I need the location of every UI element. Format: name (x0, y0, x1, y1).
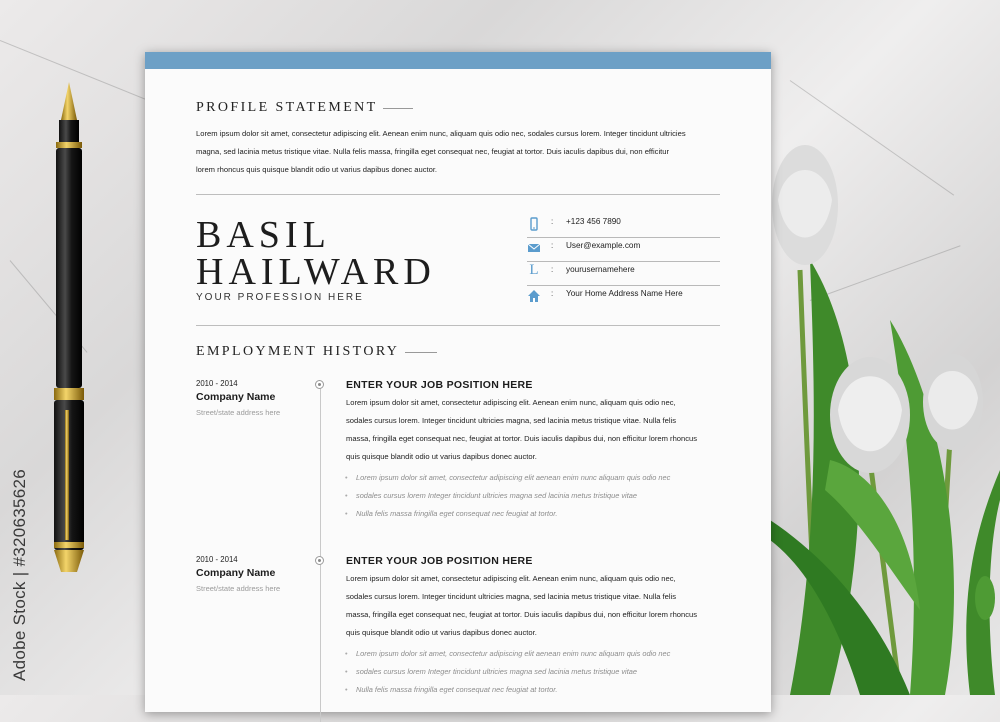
job-line: quis quisque blandit odio ut varius dapibus donec auctor. (346, 628, 537, 637)
divider (196, 325, 720, 326)
email-value: User@example.com (566, 241, 641, 250)
timeline-dot (315, 380, 324, 389)
address-value: Your Home Address Name Here (566, 289, 683, 298)
mail-icon (527, 241, 541, 255)
job-bullet: • sodales cursus lorem Integer tincidunt ultricies magna sed lacinia metus tristique vitae (356, 667, 637, 676)
timeline-line (320, 382, 321, 722)
job-line: Lorem ipsum dolor sit amet, consectetur adipiscing elit. Aenean enim nunc, aliquam quis odio nec, (346, 574, 676, 583)
profile-heading-line (383, 108, 413, 109)
contact-colon: : (551, 289, 554, 298)
profile-text (196, 125, 776, 179)
stock-watermark (0, 455, 40, 695)
contact-linkedin (527, 261, 720, 286)
contact-address (527, 285, 720, 309)
phone-value: +123 456 7890 (566, 217, 621, 226)
contact-phone (527, 213, 720, 238)
home-icon (527, 289, 541, 303)
divider (196, 194, 720, 195)
job-description (346, 394, 726, 466)
timeline-dot (315, 556, 324, 565)
first-name: BASIL (196, 214, 331, 256)
contact-colon: : (551, 217, 554, 226)
job-bullet: • Lorem ipsum dolor sit amet, consectetur adipiscing elit aenean enim nunc aliquam quis odio nec (356, 473, 670, 482)
contact-email (527, 237, 720, 262)
linkedin-icon: L (529, 262, 539, 278)
contact-colon: : (551, 265, 554, 274)
job-bullet: • Lorem ipsum dolor sit amet, consectetur adipiscing elit aenean enim nunc aliquam quis odio nec (356, 649, 670, 658)
company-name: Company Name (196, 567, 276, 579)
job-title: ENTER YOUR JOB POSITION HERE (346, 379, 533, 391)
accent-band (145, 52, 771, 69)
job-line: sodales cursus lorem. Integer tincidunt ultricies magna, sed lacinia metus tristique vitae. Nulla felis (346, 592, 677, 601)
company-address: Street/state address here (196, 408, 281, 417)
linkedin-value: yourusernamehere (566, 265, 635, 274)
job-description (346, 570, 726, 642)
job-line: Lorem ipsum dolor sit amet, consectetur adipiscing elit. Aenean enim nunc, aliquam quis odio nec, (346, 398, 676, 407)
profession: YOUR PROFESSION HERE (196, 292, 364, 303)
last-name: HAILWARD (196, 251, 436, 293)
tulips-image (770, 140, 1000, 695)
profile-line: lorem rhoncus quis quisque blandit odio ut varius dapibus donec auctor. (196, 165, 438, 174)
company-name: Company Name (196, 391, 276, 403)
phone-icon (527, 217, 541, 231)
job-dates: 2010 - 2014 (196, 555, 238, 564)
profile-line: Lorem ipsum dolor sit amet, consectetur adipiscing elit. Aenean enim nunc, aliquam quis odio nec, sodales cursus lorem. Integer tincidunt ultricies (196, 129, 686, 138)
job-dates: 2010 - 2014 (196, 379, 238, 388)
job-line: massa, fringilla eget consequat nec, feugiat at tortor. Duis iaculis dapibus dui, non efficitur lorem rhoncus (346, 610, 698, 619)
job-bullet: • Nulla felis massa fringilla eget consequat nec feugiat at tortor. (356, 509, 557, 518)
employment-heading-line (405, 352, 437, 353)
resume-page (145, 52, 771, 712)
contact-colon: : (551, 241, 554, 250)
employment-heading: EMPLOYMENT HISTORY (196, 344, 400, 359)
job-bullet: • Nulla felis massa fringilla eget consequat nec feugiat at tortor. (356, 685, 557, 694)
job-bullet: • sodales cursus lorem Integer tincidunt ultricies magna sed lacinia metus tristique vitae (356, 491, 637, 500)
job-title: ENTER YOUR JOB POSITION HERE (346, 555, 533, 567)
profile-line: magna, sed lacinia metus tristique vitae. Nulla felis massa, fringilla eget consequat nec, feugiat at tortor. Duis iaculis dapibus dui, non efficitur (196, 147, 670, 156)
job-line: quis quisque blandit odio ut varius dapibus donec auctor. (346, 452, 537, 461)
watermark-text: Adobe Stock | #320635626 (10, 468, 29, 682)
fountain-pen-image (44, 80, 94, 580)
company-address: Street/state address here (196, 584, 281, 593)
job-line: massa, fringilla eget consequat nec, feugiat at tortor. Duis iaculis dapibus dui, non efficitur lorem rhoncus (346, 434, 698, 443)
profile-heading: PROFILE STATEMENT (196, 100, 378, 115)
job-line: sodales cursus lorem. Integer tincidunt ultricies magna, sed lacinia metus tristique vitae. Nulla felis (346, 416, 677, 425)
